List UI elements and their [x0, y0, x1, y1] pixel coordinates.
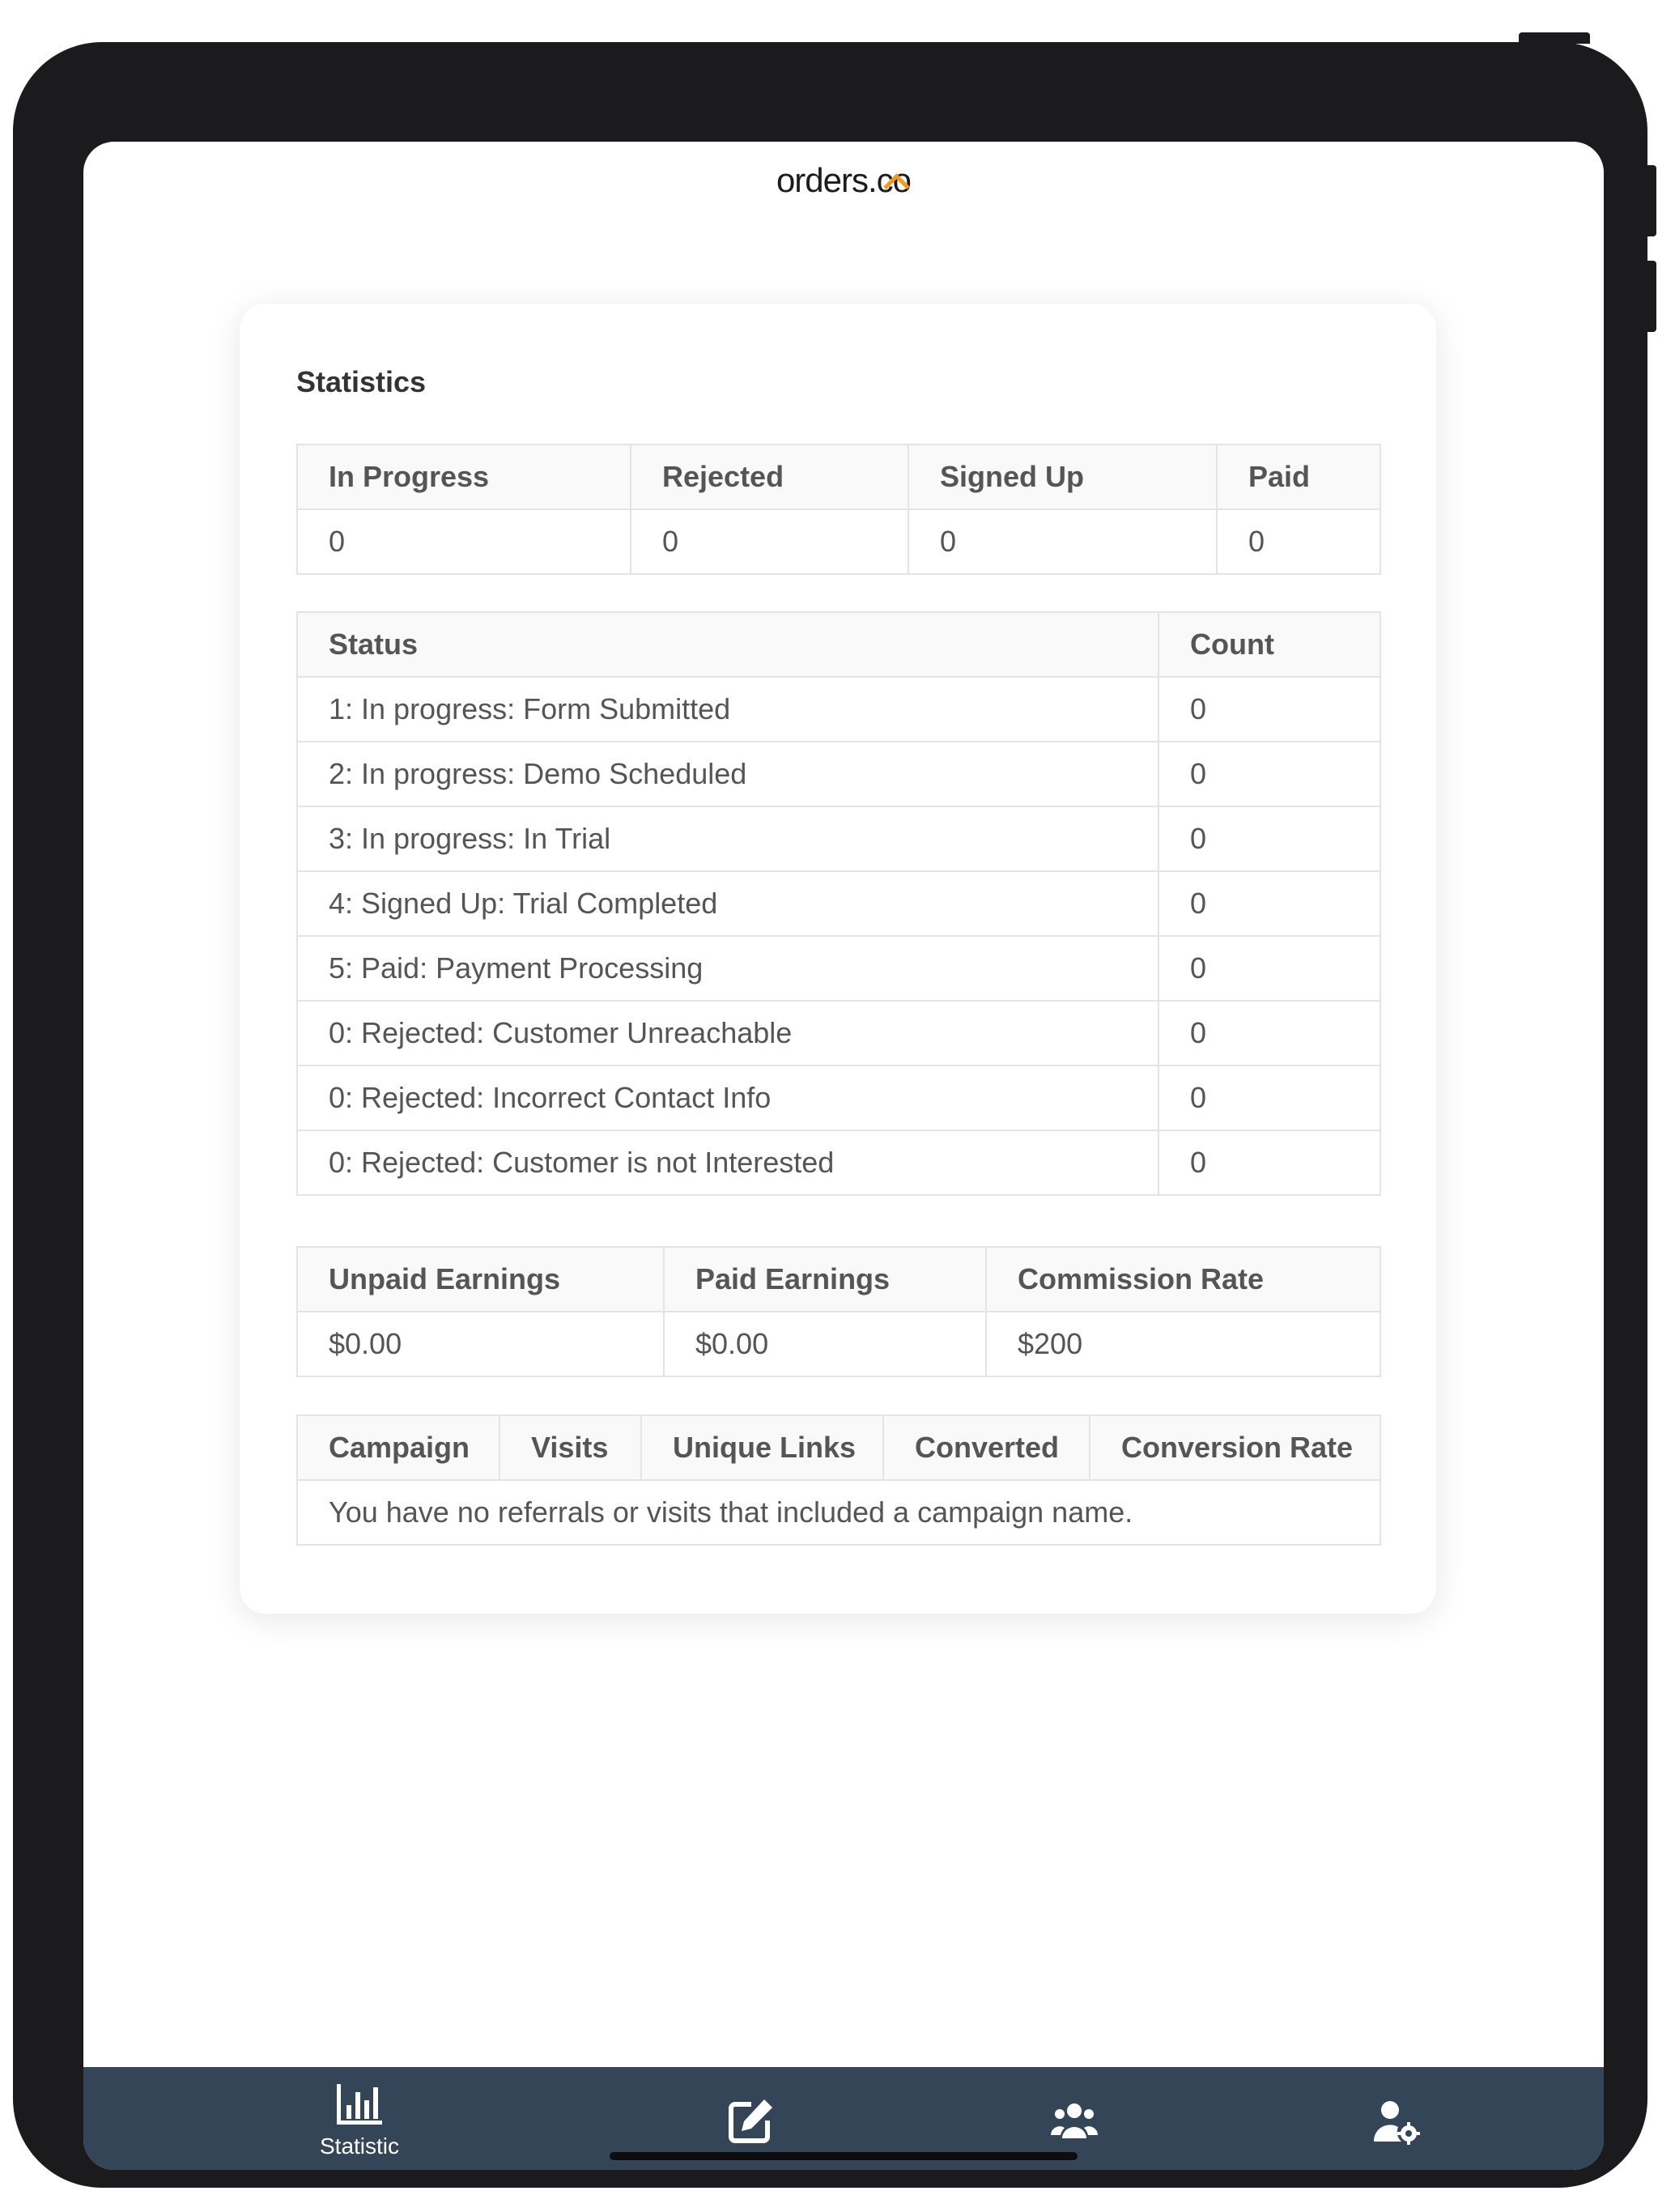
app-screen [83, 142, 1604, 2170]
count-cell: 0 [1158, 871, 1380, 936]
table-row [297, 1130, 1380, 1195]
unpaid-earnings-value: $0.00 [297, 1312, 664, 1376]
status-header-row [297, 612, 1380, 677]
summary-value-in-progress: 0 [297, 509, 631, 574]
page-title: Statistics [296, 365, 427, 398]
nav-tab-user-settings[interactable] [1316, 2067, 1477, 2170]
count-cell: 0 [1158, 677, 1380, 742]
status-cell: 0: Rejected: Customer Unreachable [297, 1001, 1158, 1066]
status-cell: 4: Signed Up: Trial Completed [297, 871, 1158, 936]
campaign-header: Campaign [297, 1415, 500, 1480]
campaign-table [296, 1414, 1381, 1546]
summary-header-paid: Paid [1217, 445, 1380, 509]
users-icon [1050, 2098, 1099, 2146]
campaign-empty-row [297, 1480, 1380, 1545]
count-header: Count [1158, 612, 1380, 677]
paid-earnings-header: Paid Earnings [664, 1247, 986, 1312]
campaign-empty-message: You have no referrals or visits that included a campaign name. [297, 1480, 1380, 1545]
status-cell: 2: In progress: Demo Scheduled [297, 742, 1158, 806]
statistics-card [240, 304, 1436, 1614]
table-row [297, 1066, 1380, 1130]
status-cell: 0: Rejected: Customer is not Interested [297, 1130, 1158, 1195]
edit-icon [727, 2096, 776, 2145]
commission-rate-header: Commission Rate [986, 1247, 1380, 1312]
logo-text: orders.co [776, 161, 912, 199]
count-cell: 0 [1158, 1066, 1380, 1130]
count-cell: 0 [1158, 806, 1380, 871]
status-cell: 3: In progress: In Trial [297, 806, 1158, 871]
count-cell: 0 [1158, 936, 1380, 1001]
table-row [297, 936, 1380, 1001]
summary-value-signed-up: 0 [908, 509, 1217, 574]
summary-header-in-progress: In Progress [297, 445, 631, 509]
converted-header: Converted [883, 1415, 1090, 1480]
conversion-rate-header: Conversion Rate [1090, 1415, 1380, 1480]
visits-header: Visits [500, 1415, 641, 1480]
status-header: Status [297, 612, 1158, 677]
count-cell: 0 [1158, 1130, 1380, 1195]
unpaid-earnings-header: Unpaid Earnings [297, 1247, 664, 1312]
table-row [297, 742, 1380, 806]
bar-chart-icon [335, 2081, 384, 2129]
status-cell: 5: Paid: Payment Processing [297, 936, 1158, 1001]
summary-header-signed-up: Signed Up [908, 445, 1217, 509]
status-cell: 1: In progress: Form Submitted [297, 677, 1158, 742]
table-row [297, 871, 1380, 936]
summary-header-row [297, 445, 1380, 509]
home-indicator[interactable] [610, 2152, 1078, 2160]
orders-co-logo [83, 161, 1604, 200]
commission-rate-value: $200 [986, 1312, 1380, 1376]
unique-links-header: Unique Links [641, 1415, 883, 1480]
status-table [296, 611, 1381, 1196]
nav-tab-statistic-label: Statistic [319, 2133, 400, 2159]
summary-value-row [297, 509, 1380, 574]
nav-tab-statistic[interactable] [278, 2067, 440, 2170]
summary-header-rejected: Rejected [631, 445, 908, 509]
user-settings-icon [1372, 2098, 1421, 2146]
summary-value-paid: 0 [1217, 509, 1380, 574]
earnings-table [296, 1246, 1381, 1377]
summary-table [296, 444, 1381, 575]
status-cell: 0: Rejected: Incorrect Contact Info [297, 1066, 1158, 1130]
table-row [297, 1001, 1380, 1066]
table-row [297, 677, 1380, 742]
count-cell: 0 [1158, 1001, 1380, 1066]
earnings-header-row [297, 1247, 1380, 1312]
campaign-header-row [297, 1415, 1380, 1480]
count-cell: 0 [1158, 742, 1380, 806]
paid-earnings-value: $0.00 [664, 1312, 986, 1376]
tablet-frame [13, 42, 1647, 2188]
earnings-value-row [297, 1312, 1380, 1376]
table-row [297, 806, 1380, 871]
summary-value-rejected: 0 [631, 509, 908, 574]
